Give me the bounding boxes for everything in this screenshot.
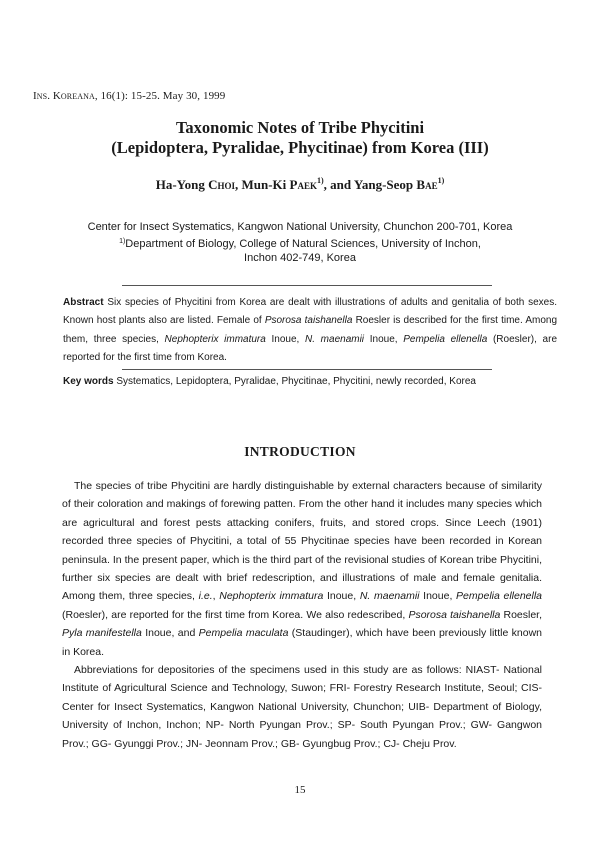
author-3-family: Bae [416,177,438,192]
keywords [63,376,557,387]
affiliation-line-1: Center for Insect Systematics, Kangwon National University, Chunchon 200-701, Korea [87,221,513,233]
author-2-given: Mun-Ki [241,177,290,192]
species-name: Nephopterix immatura [219,590,324,603]
paragraph-text: Roesler, [500,608,543,621]
abstract-text: Roesler is described for the first time. Among them, three species, [63,315,558,345]
species-name: N. maenamii [305,333,365,345]
section-heading: INTRODUCTION [244,444,356,459]
paragraph-text: (Staudinger), which have been previously little known in Korea. [62,627,543,658]
author-separator: , [235,177,242,192]
abstract [63,294,557,368]
abstract-text: Inoue, [364,333,404,345]
species-name: Pyla manifestella [62,627,142,640]
author-list [0,176,600,193]
affiliations [0,220,600,266]
author-1-given: Ha-Yong [155,177,209,192]
keywords-label: Key words [63,376,114,387]
author-3-given: Yang-Seop [353,177,417,192]
keywords-text: Systematics, Lepidoptera, Pyralidae, Phycitinae, Phycitini, newly recorded, Korea [113,376,476,387]
title-line-1: Taxonomic Notes of Tribe Phycitini [175,118,425,137]
author-2-affil-mark: 1) [317,176,324,185]
species-name: Nephopterix immatura [164,333,266,345]
paragraph: Abbreviations for depositories of the specimens used in this study are as follows: NIAST- National Institute of Agricultural Science and Technology, Suwon; FRI- Forestry Research Institute, Seoul; CIS- Center for Insect Systematics, Kangwon National University, Chunchon; UIB- Department of Biology, University of Inchon, Inchon; NP- North Pyungan Prov.; SP- South Pyungan Prov.; GW- Gangwon Prov.; GG- Gyunggi Prov.; JN- Jeonnam Prov.; GB- Gyungbug Prov.; CJ- Cheju Prov. [62,664,542,750]
paragraph-text: Inoue, and [141,627,199,640]
title-line-2: (Lepidoptera, Pyralidae, Phycitinae) from Korea (III) [111,138,489,157]
author-2-family: Paek [289,177,317,192]
journal-citation [33,90,225,102]
paragraph-text: Inoue, [419,590,457,603]
divider-bottom [122,369,492,370]
citation-details: , 16(1): 15-25. May 30, 1999 [94,90,226,102]
paragraph-text: , [212,590,220,603]
author-1-family: Choi [208,177,235,192]
paragraph [62,477,542,661]
affiliation-line-2-text: Department of Biology, College of Natural Sciences, University of Inchon, [125,237,481,250]
paragraph-text: (Roesler), are reported for the first time from Korea. We also redescribed, [62,608,409,621]
abstract-label: Abstract [63,297,104,308]
species-name: Pempelia maculata [198,627,289,640]
affiliation-line-3: Inchon 402-749, Korea [244,252,356,264]
paragraph-text: The species of tribe Phycitini are hardly distinguishable by external characters because of similarity of their coloration and makings of forewing patten. From the other hand it includes many species which are agricultural and forest pests attacking conifers, fruits, and stored crops. Since Leech (1901) recorded three species of Phycitini, a total of 55 Phycitinae species have been recorded in Korean peninsula. In the present paper, which is the third part of the revisional studies of Korean tribe Phycitini, further six species are dealt with brief redescription, and illustrations of male and female genitalia. Among them, three species, [62,480,542,603]
page-number: 15 [294,784,306,796]
species-name: Psorosa taishanella [264,315,353,327]
introduction-body [62,477,542,753]
divider-top [122,285,492,286]
paper-title [0,118,600,158]
species-name: Pempelia ellenella [456,590,543,603]
journal-name: Ins. Koreana [33,90,95,102]
species-name: N. maenamii [359,590,420,603]
affiliation-mark: 1) [119,237,126,245]
abstract-text: (Roesler), are reported for the first time from Korea. [63,333,558,364]
paragraph-text: Inoue, [323,590,360,603]
author-separator: , and [323,177,354,192]
species-name: Psorosa taishanella [408,608,501,621]
abstract-text: Inoue, [265,333,305,345]
author-3-affil-mark: 1) [437,176,445,185]
abbrev-ie: i.e. [198,590,213,603]
abstract-text: Six species of Phycitini from Korea are dealt with illustrations of adults and genitalia of both sexes. Known host plants also are listed. Female of [63,297,557,327]
affiliation-line-2 [0,235,600,252]
species-name: Pempelia ellenella [403,333,488,345]
